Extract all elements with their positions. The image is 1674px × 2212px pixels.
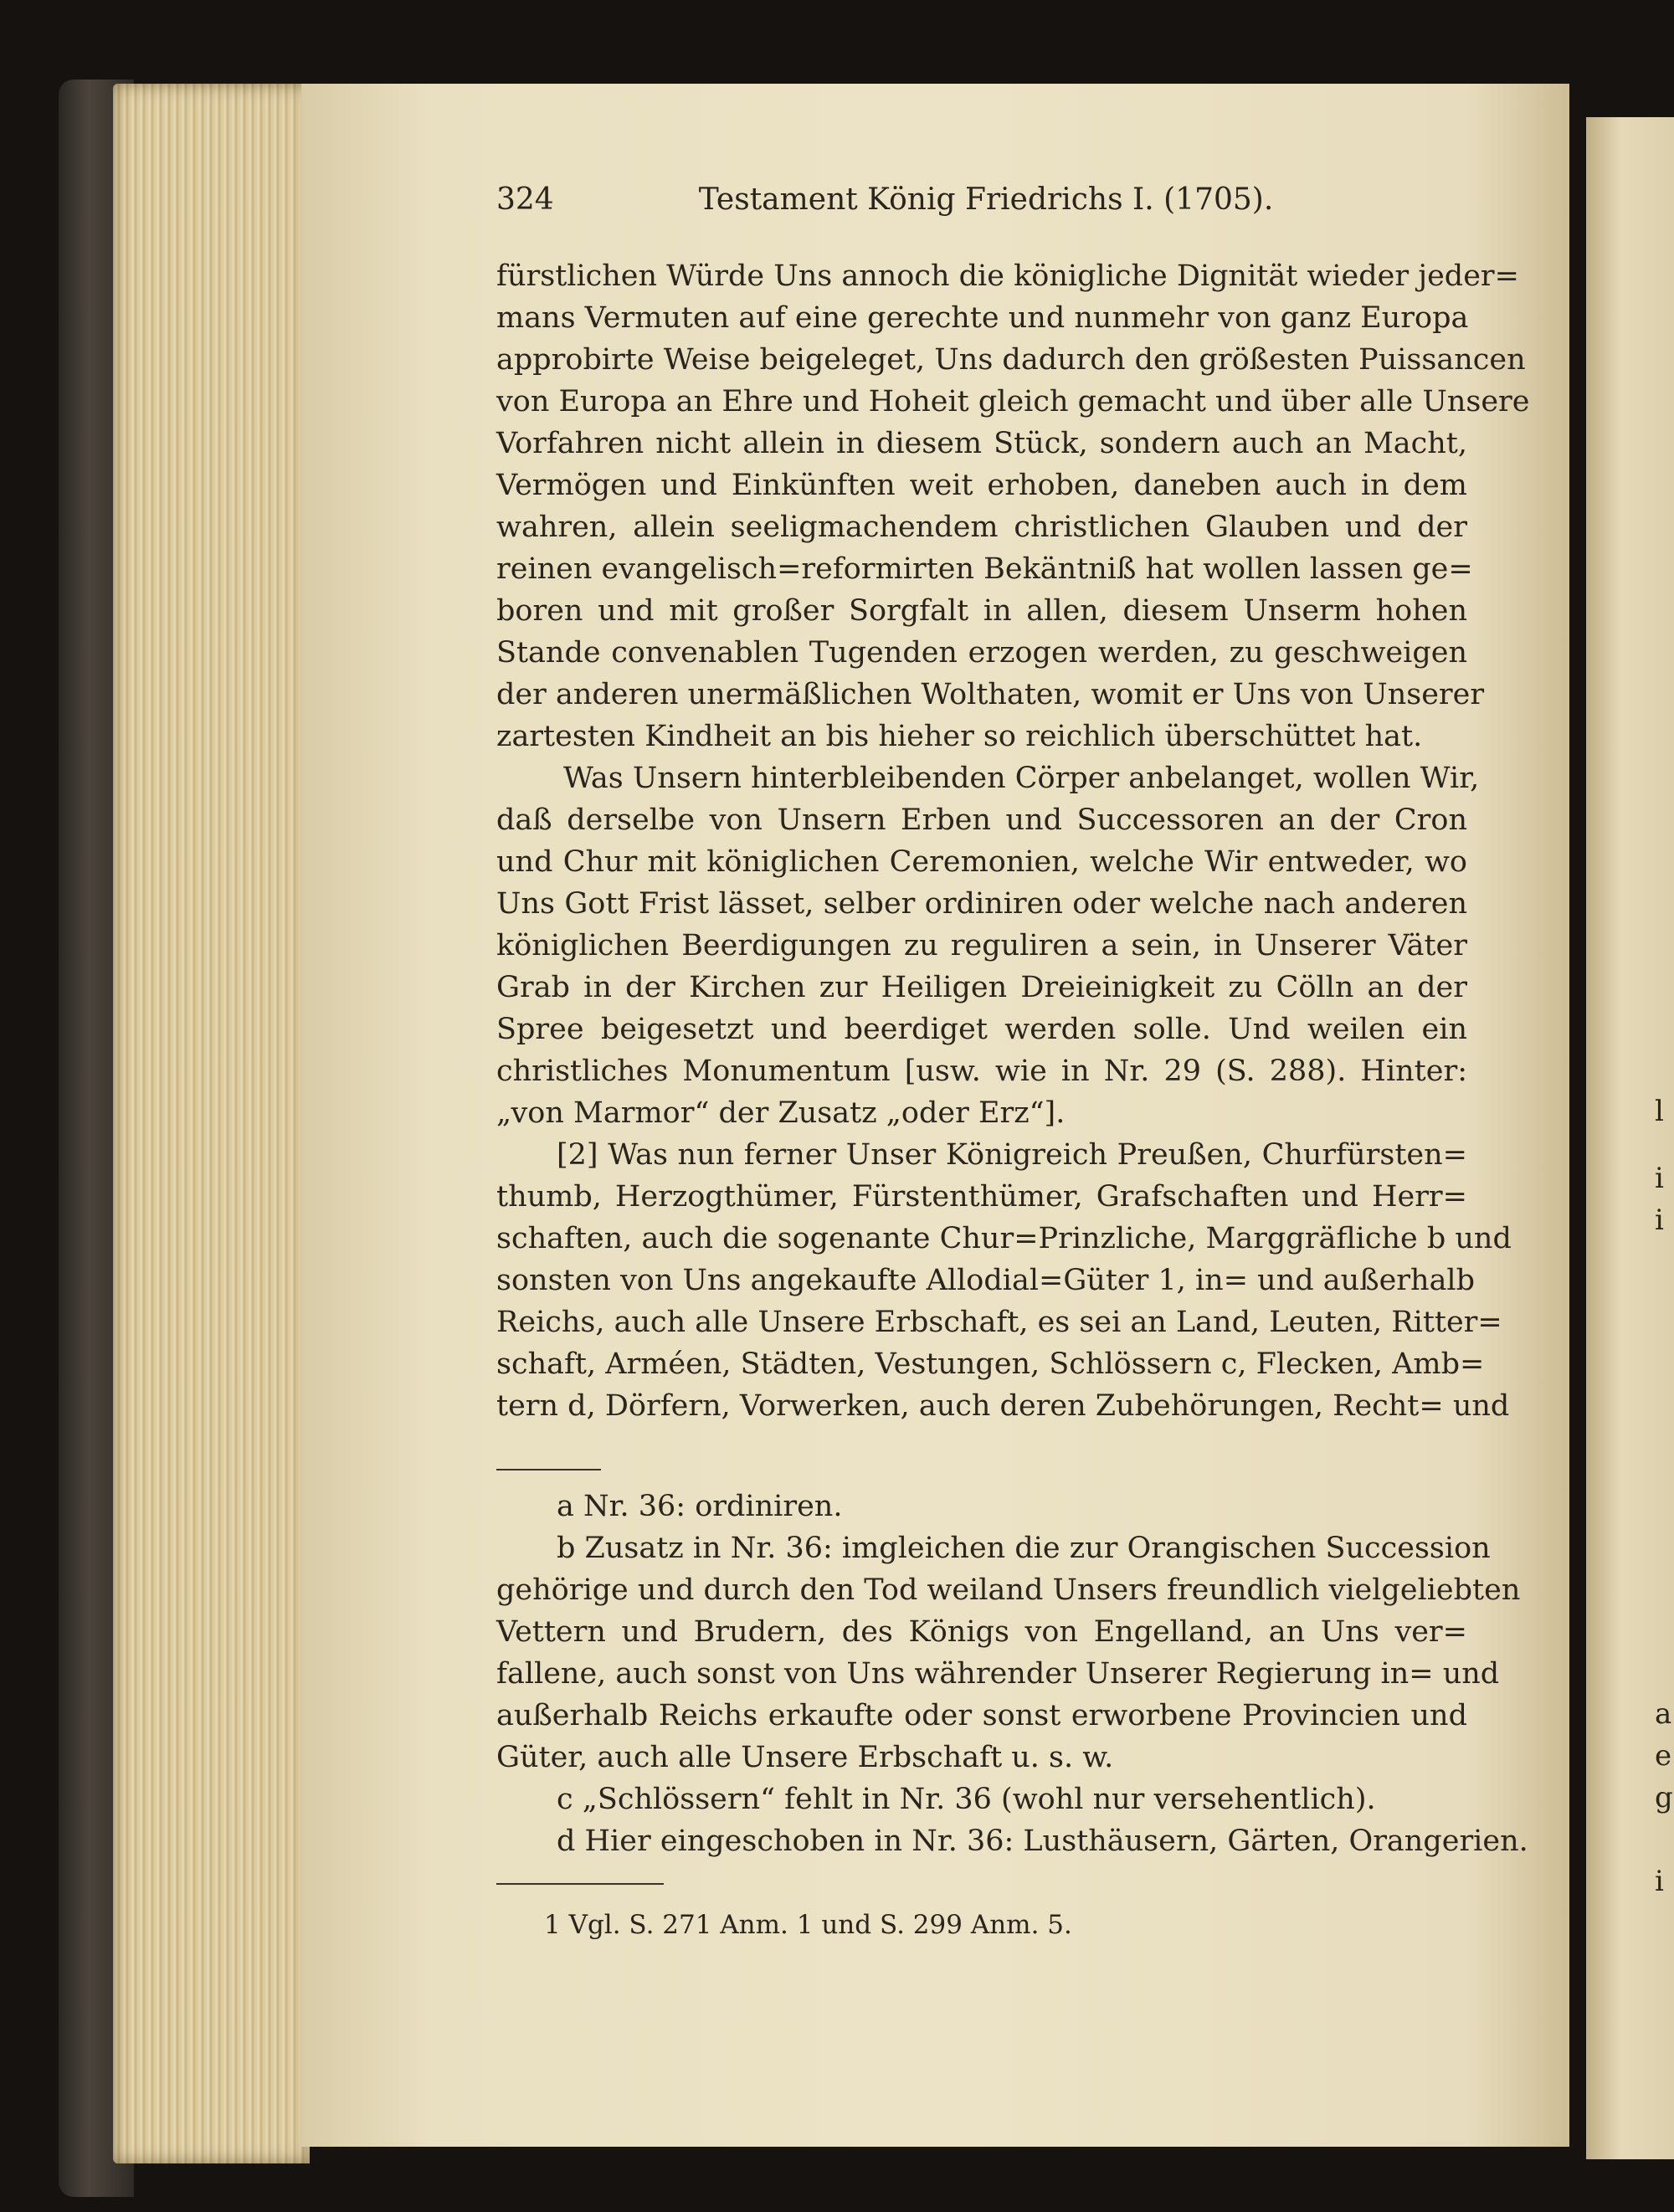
- note-line: fallene, auch sonst von Uns währender Unserer Regierung in= und: [496, 1657, 1500, 1691]
- body-line: Reichs, auch alle Unsere Erbschaft, es sei an Land, Leuten, Ritter=: [496, 1306, 1502, 1339]
- body-line: boren und mit großer Sorgfalt in allen, diesem Unserm hohen: [496, 594, 1467, 628]
- body-line: thumb, Herzogthümer, Fürstenthümer, Grafschaften und Herr=: [496, 1180, 1467, 1214]
- facing-page-fragment: a: [1655, 1697, 1672, 1731]
- facing-page-fragment: i: [1655, 1865, 1664, 1898]
- note-line: Güter, auch alle Unsere Erbschaft u. s. w.: [496, 1741, 1114, 1774]
- facing-page-edge: [1586, 117, 1674, 2159]
- body-line: wahren, allein seeligmachendem christlichen Glauben und der: [496, 511, 1467, 544]
- body-line: „von Marmor“ der Zusatz „oder Erz“].: [496, 1096, 1066, 1130]
- body-line: sonsten von Uns angekaufte Allodial=Güter 1, in= und außerhalb: [496, 1264, 1476, 1297]
- facing-page-fragment: l: [1655, 1095, 1664, 1128]
- running-header: [496, 182, 1476, 233]
- body-line: Uns Gott Frist lässet, selber ordiniren oder welche nach anderen: [496, 887, 1467, 921]
- note-line: c „Schlössern“ fehlt in Nr. 36 (wohl nur versehentlich).: [557, 1783, 1376, 1816]
- note-line: d Hier eingeschoben in Nr. 36: Lusthäusern, Gärten, Orangerien.: [557, 1825, 1528, 1858]
- body-line: Grab in der Kirchen zur Heiligen Dreieinigkeit zu Cölln an der: [496, 971, 1467, 1004]
- note-line: a Nr. 36: ordiniren.: [557, 1490, 843, 1523]
- body-line: christliches Monumentum [usw. wie in Nr. 29 (S. 288). Hinter:: [496, 1055, 1467, 1088]
- note-line: außerhalb Reichs erkaufte oder sonst erworbene Provincien und: [496, 1699, 1467, 1732]
- footnote: 1 Vgl. S. 271 Anm. 1 und S. 299 Anm. 5.: [544, 1910, 1072, 1940]
- body-line: und Chur mit königlichen Ceremonien, welche Wir entweder, wo: [496, 845, 1467, 879]
- facing-page-fragment: i: [1655, 1204, 1664, 1237]
- facing-page-fragment: g: [1655, 1781, 1673, 1814]
- note-line: b Zusatz in Nr. 36: imgleichen die zur Orangischen Succession: [557, 1532, 1491, 1565]
- page-number: 324: [496, 182, 554, 217]
- note-line: gehörige und durch den Tod weiland Unsers freundlich vielgeliebten: [496, 1573, 1521, 1607]
- body-line: tern d, Dörfern, Vorwerken, auch deren Zubehörungen, Recht= und: [496, 1389, 1510, 1423]
- page-edges: [113, 84, 310, 2163]
- running-title: Testament König Friedrichs I. (1705).: [698, 182, 1274, 217]
- body-line: Spree beigesetzt und beerdiget werden solle. Und weilen ein: [496, 1013, 1467, 1046]
- body-line: Was Unsern hinterbleibenden Cörper anbelanget, wollen Wir,: [563, 762, 1480, 795]
- body-line: fürstlichen Würde Uns annoch die königliche Dignität wieder jeder=: [496, 259, 1519, 293]
- body-line: der anderen unermäßlichen Wolthaten, womit er Uns von Unserer: [496, 678, 1485, 711]
- note-line: Vettern und Brudern, des Königs von Engelland, an Uns ver=: [496, 1615, 1467, 1649]
- body-line: mans Vermuten auf eine gerechte und nunmehr von ganz Europa: [496, 301, 1469, 335]
- body-line: [2] Was nun ferner Unser Königreich Preußen, Churfürsten=: [557, 1138, 1467, 1172]
- body-line: zartesten Kindheit an bis hieher so reichlich überschüttet hat.: [496, 720, 1423, 753]
- body-line: approbirte Weise beigeleget, Uns dadurch den größesten Puissancen: [496, 343, 1526, 377]
- body-line: schaften, auch die sogenante Chur=Prinzliche, Marggräfliche b und: [496, 1222, 1512, 1255]
- body-line: königlichen Beerdigungen zu reguliren a sein, in Unserer Väter: [496, 929, 1467, 962]
- body-line: von Europa an Ehre und Hoheit gleich gemacht und über alle Unsere: [496, 385, 1530, 418]
- body-line: Vorfahren nicht allein in diesem Stück, sondern auch an Macht,: [496, 427, 1467, 460]
- footnote-divider: [496, 1883, 664, 1885]
- body-line: Vermögen und Einkünften weit erhoben, daneben auch in dem: [496, 469, 1467, 502]
- body-line: daß derselbe von Unsern Erben und Successoren an der Cron: [496, 803, 1467, 837]
- body-line: schaft, Arméen, Städten, Vestungen, Schlössern c, Flecken, Amb=: [496, 1347, 1485, 1381]
- notes-divider: [496, 1469, 601, 1470]
- body-line: reinen evangelisch=reformirten Bekäntniß hat wollen lassen ge=: [496, 552, 1473, 586]
- body-line: Stande convenablen Tugenden erzogen werden, zu geschweigen: [496, 636, 1467, 670]
- facing-page-fragment: e: [1655, 1739, 1672, 1773]
- facing-page-fragment: i: [1655, 1162, 1664, 1195]
